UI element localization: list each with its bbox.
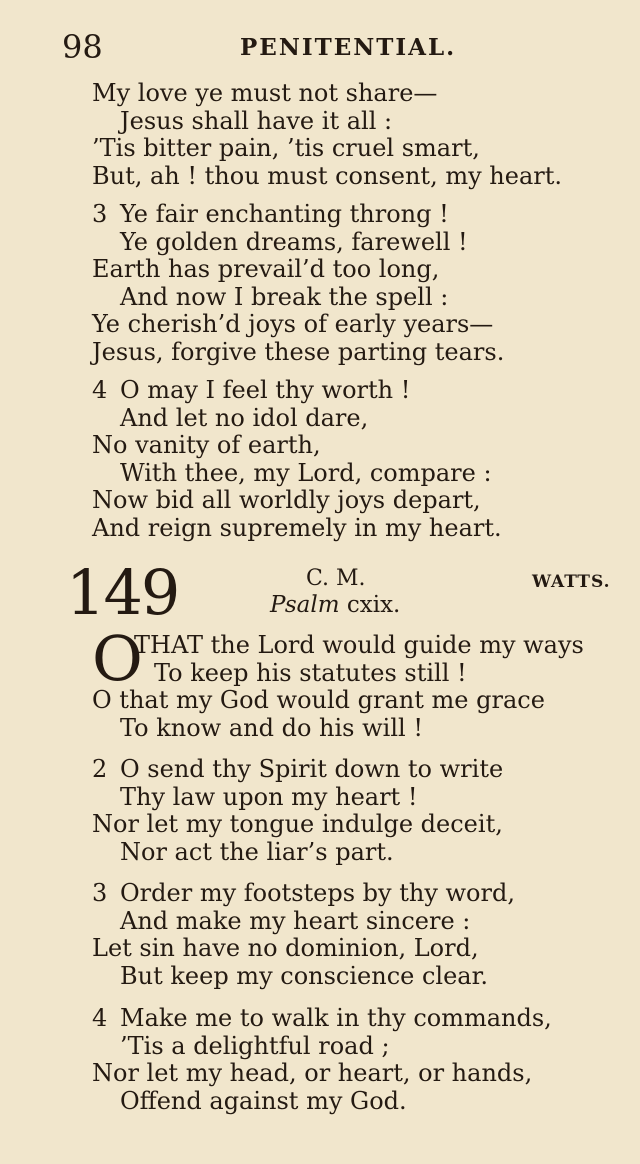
stanza-4 — [92, 377, 612, 542]
verse-line: O that my God would grant me grace — [92, 686, 545, 714]
verse-line: And let no idol dare, — [120, 403, 369, 432]
verse-line: Ye fair enchanting throng ! — [120, 200, 449, 228]
verse-line: Now bid all worldly joys depart, — [92, 486, 481, 514]
page-number: 98 — [62, 28, 103, 66]
verse-line: Jesus shall have it all : — [120, 106, 393, 135]
stanza-number: 3 — [92, 200, 108, 228]
stanza-number: 2 — [92, 755, 108, 783]
verse-line: To keep his statutes still ! — [154, 658, 467, 687]
stanza-continuation — [92, 80, 612, 190]
verse-line: Make me to walk in thy commands, — [120, 1004, 552, 1032]
stanza-3 — [92, 201, 612, 366]
drop-cap: O — [92, 622, 143, 695]
verse-line: Nor let my head, or heart, or hands, — [92, 1059, 533, 1087]
stanza-number: 4 — [92, 1004, 108, 1032]
verse-line: Ye cherish’d joys of early years— — [92, 310, 494, 338]
psalm-word: Psalm — [270, 592, 340, 618]
verse-line: ’Tis a delightful road ; — [120, 1031, 390, 1060]
verse-line: To know and do his will ! — [120, 713, 423, 742]
verse-line: And reign supremely in my heart. — [92, 513, 502, 542]
verse-line: Offend against my God. — [120, 1086, 407, 1115]
verse-line: No vanity of earth, — [92, 431, 321, 459]
verse-line: But keep my conscience clear. — [120, 961, 489, 990]
verse-line: Let sin have no dominion, Lord, — [92, 934, 479, 962]
psalm-reference — [270, 592, 400, 618]
hymn-number: 149 — [66, 556, 179, 629]
verse-line: And now I break the spell : — [120, 282, 449, 311]
hymn-meter: C. M. — [306, 566, 366, 591]
verse-line: Order my footsteps by thy word, — [120, 879, 515, 907]
verse-line: My love ye must not share— — [92, 79, 438, 107]
page-header — [0, 28, 640, 72]
verse-line: But, ah ! thou must consent, my heart. — [92, 161, 562, 190]
hymn-stanza-3 — [92, 880, 612, 990]
stanza-number: 4 — [92, 376, 108, 404]
stanza-number: 3 — [92, 879, 108, 907]
verse-line: O may I feel thy worth ! — [120, 376, 411, 404]
verse-line: ’Tis bitter pain, ’tis cruel smart, — [92, 134, 480, 162]
verse-line: Earth has prevail’d too long, — [92, 255, 440, 283]
psalm-number: cxix. — [346, 592, 401, 618]
hymn-stanza-2 — [92, 756, 612, 866]
hymn-stanza-1 — [92, 622, 622, 742]
verse-line: Thy law upon my heart ! — [120, 782, 418, 811]
verse-line: Ye golden dreams, farewell ! — [120, 227, 468, 256]
hymn-stanza-4 — [92, 1005, 612, 1115]
verse-line: And make my heart sincere : — [120, 906, 471, 935]
verse-line: Jesus, forgive these parting tears. — [92, 337, 505, 366]
verse-line: THAT the Lord would guide my ways — [134, 631, 584, 659]
hymn-author: WATTS. — [532, 572, 611, 592]
verse-line: O send thy Spirit down to write — [120, 755, 504, 783]
running-head: PENITENTIAL. — [240, 34, 457, 61]
verse-line: Nor let my tongue indulge deceit, — [92, 810, 503, 838]
verse-line: Nor act the liar’s part. — [120, 837, 394, 866]
verse-line: With thee, my Lord, compare : — [120, 458, 492, 487]
